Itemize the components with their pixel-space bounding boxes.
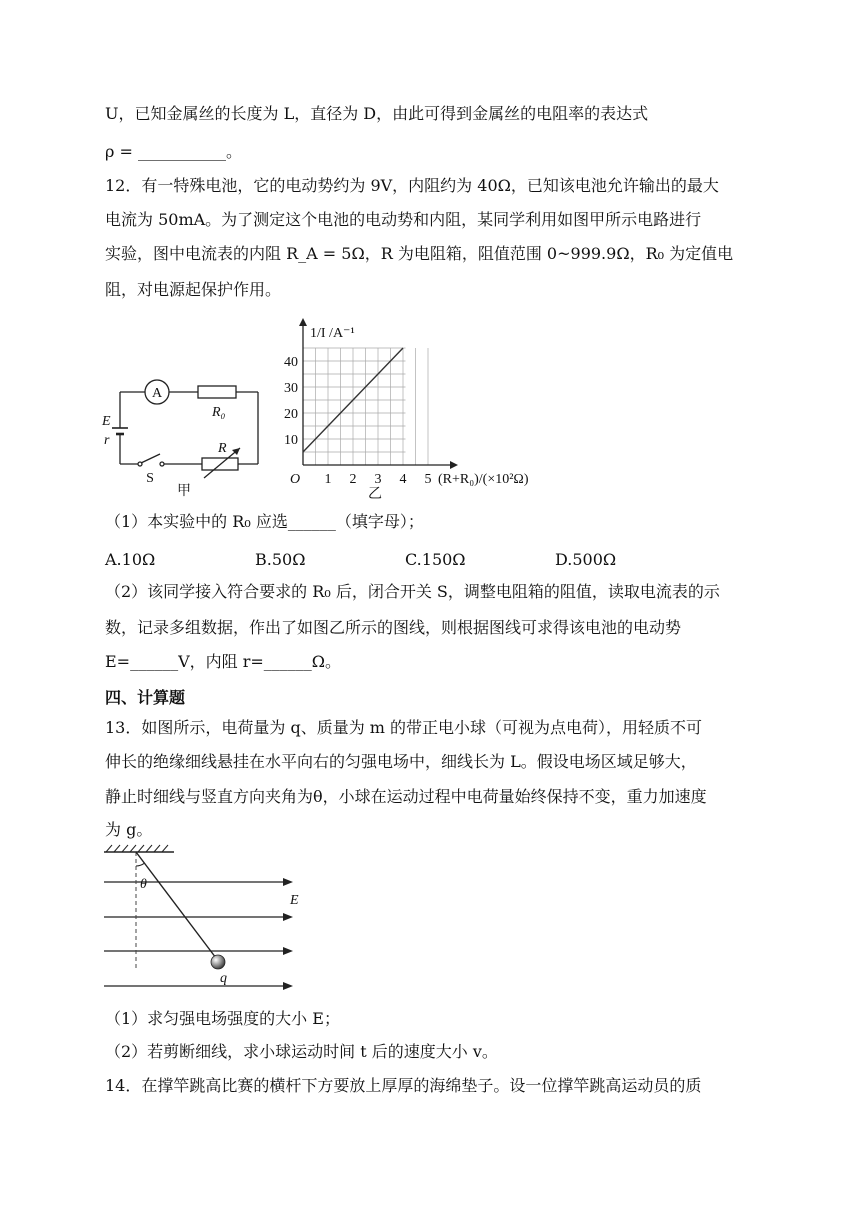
q13-line-2: 伸长的绝缘细线悬挂在水平向右的匀强电场中，细线长为 L。假设电场区域足够大， xyxy=(105,752,697,771)
q12-line-1: 12．有一特殊电池，它的电动势约为 9V，内阻约为 40Ω，已知该电池允许输出的最大 xyxy=(105,176,719,195)
y-tick-label: 10 xyxy=(284,433,298,448)
q12-sub1: （1）本实验中的 R₀ 应选______（填字母）； xyxy=(105,512,424,531)
q14-line-1: 14．在撑竿跳高比赛的横杆下方要放上厚厚的海绵垫子。设一位撑竿跳高运动员的质 xyxy=(105,1076,702,1095)
q13-sub1: （1）求匀强电场强度的大小 E； xyxy=(105,1009,340,1028)
q12-sub2-line-3: E=______V，内阻 r=______Ω。 xyxy=(105,652,342,671)
y-tick-label: 30 xyxy=(284,381,298,396)
r0-resistor xyxy=(198,386,236,398)
switch-symbol xyxy=(138,454,164,466)
charge-label: q xyxy=(220,971,227,986)
rbox-label: R xyxy=(218,441,227,456)
q12-sub2-line-2: 数，记录多组数据，作出了如图乙所示的图线，则根据图线可求得该电池的电动势 xyxy=(105,618,682,637)
r0-label: R₀ xyxy=(212,405,226,420)
q13-sub2: （2）若剪断细线，求小球运动时间 t 后的速度大小 v。 xyxy=(105,1042,498,1061)
field-label: E xyxy=(290,893,299,908)
x-tick-label: 4 xyxy=(399,472,407,487)
field-diagram xyxy=(100,840,315,1000)
q12-line-3: 实验，图中电流表的内阻 R_A = 5Ω，R 为电阻箱，阻值范围 0~999.9Ω，R₀ 为定值电 xyxy=(105,244,734,263)
chart-origin: O xyxy=(290,472,301,487)
y-tick-label: 40 xyxy=(284,355,298,370)
text-line-2: ρ = ___________。 xyxy=(105,142,242,161)
angle-label: θ xyxy=(140,877,147,892)
y-tick-label: 20 xyxy=(284,407,298,422)
q13-line-1: 13．如图所示，电荷量为 q、质量为 m 的带正电小球（可视为点电荷），用轻质不可 xyxy=(105,718,703,737)
chart-caption: 乙 xyxy=(368,487,382,502)
x-tick-label: 2 xyxy=(349,472,357,487)
y-axis-arrow xyxy=(299,318,307,326)
x-tick-label: 1 xyxy=(324,472,332,487)
ammeter-label: A xyxy=(151,386,163,401)
q12-line-2: 电流为 50mA。为了测定这个电池的电动势和内阻，某同学利用如图甲所示电路进行 xyxy=(105,210,702,229)
emf-label: E xyxy=(102,414,111,429)
charged-ball xyxy=(211,955,225,969)
option-b: B.50Ω xyxy=(255,550,306,569)
q12-line-4: 阻，对电源起保护作用。 xyxy=(105,280,282,299)
chart-xlabel: (R+R₀)/(×10²Ω) xyxy=(438,472,529,487)
option-c: C.150Ω xyxy=(405,550,466,569)
graph-chart xyxy=(278,315,553,505)
q13-line-4: 为 g。 xyxy=(105,820,153,839)
q12-sub2-line-1: （2）该同学接入符合要求的 R₀ 后，闭合开关 S，调整电阻箱的阻值，读取电流表的示 xyxy=(105,582,720,601)
field-lines xyxy=(104,882,285,986)
x-axis-arrow xyxy=(450,461,458,469)
circuit-caption: 甲 xyxy=(177,484,191,499)
circuit-diagram xyxy=(100,370,270,500)
x-tick-label: 3 xyxy=(374,472,382,487)
internal-r-label: r xyxy=(104,433,110,448)
option-d: D.500Ω xyxy=(555,550,617,569)
text-line-1: U，已知金属丝的长度为 L，直径为 D，由此可得到金属丝的电阻率的表达式 xyxy=(105,104,649,123)
chart-ylabel: 1/I /A⁻¹ xyxy=(310,326,355,341)
q13-line-3: 静止时细线与竖直方向夹角为θ，小球在运动过程中电荷量始终保持不变，重力加速度 xyxy=(105,787,707,806)
switch-label: S xyxy=(146,471,154,486)
section-heading: 四、计算题 xyxy=(105,688,186,707)
option-a: A.10Ω xyxy=(105,550,156,569)
string-line xyxy=(136,852,216,958)
x-tick-label: 5 xyxy=(424,472,432,487)
